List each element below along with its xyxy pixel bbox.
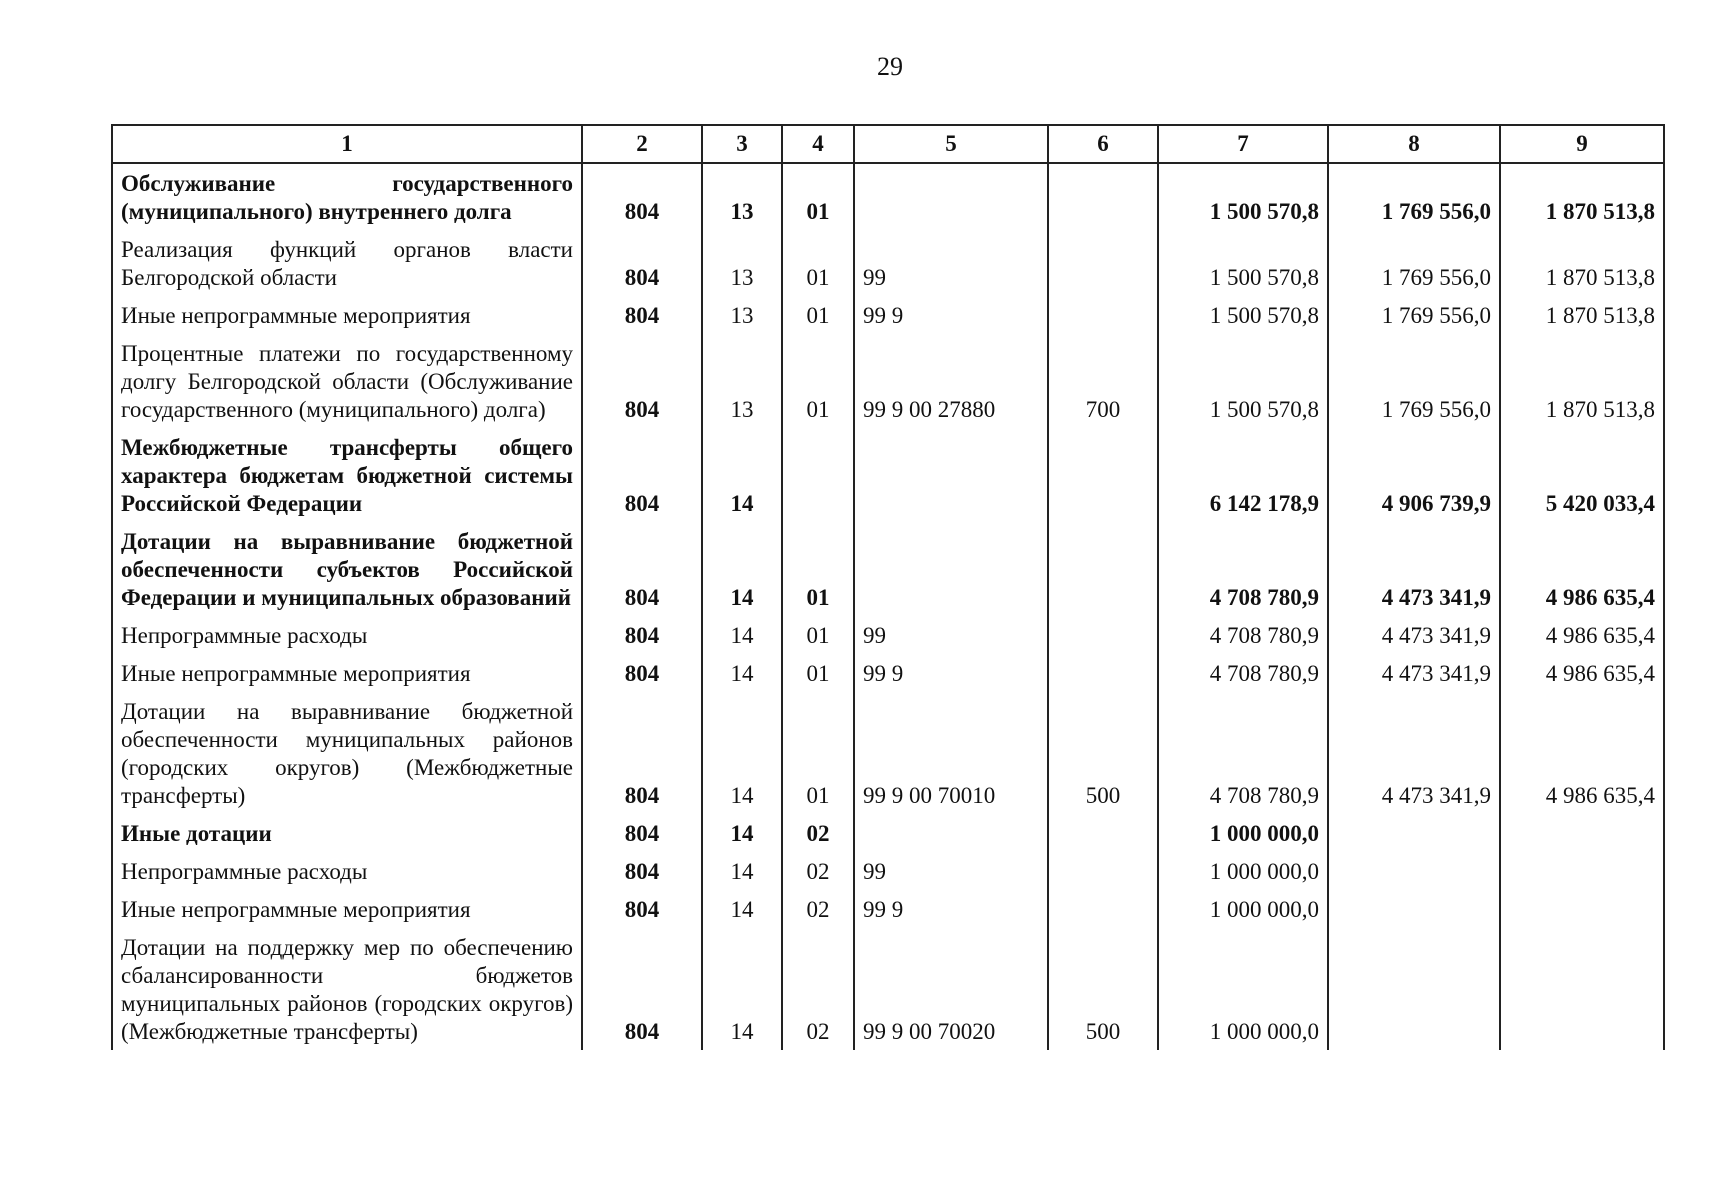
row-code-ministry: 804 [582, 296, 702, 334]
header-row [112, 125, 1664, 163]
row-code-section: 14 [702, 522, 782, 616]
row-amount-col9: 4 986 635,4 [1500, 692, 1664, 814]
row-description: Иные непрограммные мероприятия [112, 296, 582, 334]
row-code-ministry: 804 [582, 852, 702, 890]
row-code-expense-type [1048, 428, 1158, 522]
row-description: Иные непрограммные мероприятия [112, 890, 582, 928]
row-amount-col9: 1 870 513,8 [1500, 163, 1664, 230]
row-code-ministry: 804 [582, 428, 702, 522]
row-code-target: 99 9 00 70020 [854, 928, 1048, 1050]
row-code-ministry: 804 [582, 163, 702, 230]
row-code-subsection: 01 [782, 522, 854, 616]
row-code-ministry: 804 [582, 230, 702, 296]
row-code-ministry: 804 [582, 814, 702, 852]
row-code-subsection: 01 [782, 163, 854, 230]
row-amount-col7: 4 708 780,9 [1158, 522, 1328, 616]
table-row [112, 334, 1664, 428]
row-code-subsection [782, 428, 854, 522]
row-code-ministry: 804 [582, 692, 702, 814]
row-code-ministry: 804 [582, 616, 702, 654]
row-code-ministry: 804 [582, 522, 702, 616]
row-code-target: 99 9 [854, 296, 1048, 334]
row-code-subsection: 01 [782, 692, 854, 814]
row-amount-col7: 1 000 000,0 [1158, 852, 1328, 890]
row-amount-col9: 1 870 513,8 [1500, 334, 1664, 428]
row-code-section: 13 [702, 334, 782, 428]
row-amount-col8: 1 769 556,0 [1328, 334, 1500, 428]
row-code-subsection: 02 [782, 928, 854, 1050]
row-code-subsection: 02 [782, 814, 854, 852]
row-code-subsection: 01 [782, 334, 854, 428]
row-amount-col8: 4 473 341,9 [1328, 654, 1500, 692]
row-code-section: 14 [702, 890, 782, 928]
row-code-section: 14 [702, 616, 782, 654]
row-amount-col9: 1 870 513,8 [1500, 296, 1664, 334]
budget-table [111, 124, 1665, 1050]
row-amount-col7: 1 000 000,0 [1158, 890, 1328, 928]
row-amount-col8 [1328, 890, 1500, 928]
table-row [112, 616, 1664, 654]
page-number: 29 [877, 52, 903, 81]
row-amount-col9: 4 986 635,4 [1500, 522, 1664, 616]
table-row [112, 814, 1664, 852]
table-row [112, 654, 1664, 692]
row-code-expense-type [1048, 163, 1158, 230]
table-row [112, 890, 1664, 928]
row-description: Дотации на поддержку мер по обеспечению сбалансированности бюджетов муниципальных районов (городских округов) (Межбюджетные трансферты) [112, 928, 582, 1050]
row-amount-col9: 1 870 513,8 [1500, 230, 1664, 296]
row-code-section: 14 [702, 852, 782, 890]
table-row [112, 296, 1664, 334]
table-row [112, 522, 1664, 616]
row-code-expense-type [1048, 654, 1158, 692]
row-code-section: 13 [702, 296, 782, 334]
row-amount-col9 [1500, 890, 1664, 928]
row-code-expense-type [1048, 296, 1158, 334]
row-code-expense-type [1048, 616, 1158, 654]
row-code-ministry: 804 [582, 890, 702, 928]
row-code-section: 14 [702, 928, 782, 1050]
row-amount-col7: 4 708 780,9 [1158, 692, 1328, 814]
row-code-target: 99 [854, 852, 1048, 890]
row-code-subsection: 01 [782, 296, 854, 334]
table-row [112, 428, 1664, 522]
row-amount-col9: 4 986 635,4 [1500, 616, 1664, 654]
row-code-section: 14 [702, 654, 782, 692]
row-code-ministry: 804 [582, 654, 702, 692]
row-amount-col9: 5 420 033,4 [1500, 428, 1664, 522]
row-code-section: 14 [702, 814, 782, 852]
row-code-target: 99 9 00 27880 [854, 334, 1048, 428]
row-description: Дотации на выравнивание бюджетной обеспеченности субъектов Российской Федерации и муниципальных образований [112, 522, 582, 616]
row-amount-col7: 6 142 178,9 [1158, 428, 1328, 522]
row-code-expense-type [1048, 890, 1158, 928]
row-code-subsection: 01 [782, 230, 854, 296]
row-code-expense-type [1048, 852, 1158, 890]
row-amount-col9: 4 986 635,4 [1500, 654, 1664, 692]
row-amount-col7: 4 708 780,9 [1158, 654, 1328, 692]
row-code-target: 99 [854, 616, 1048, 654]
row-amount-col7: 1 000 000,0 [1158, 928, 1328, 1050]
row-code-expense-type [1048, 814, 1158, 852]
row-code-subsection: 02 [782, 890, 854, 928]
row-code-target [854, 163, 1048, 230]
row-code-expense-type [1048, 522, 1158, 616]
row-amount-col9 [1500, 814, 1664, 852]
column-header: 1 [112, 125, 582, 163]
row-amount-col8: 1 769 556,0 [1328, 163, 1500, 230]
row-code-target [854, 522, 1048, 616]
row-code-target [854, 814, 1048, 852]
row-code-ministry: 804 [582, 334, 702, 428]
row-description: Иные дотации [112, 814, 582, 852]
budget-table-container [111, 124, 1663, 1050]
column-header: 9 [1500, 125, 1664, 163]
row-code-expense-type: 500 [1048, 928, 1158, 1050]
row-code-subsection: 02 [782, 852, 854, 890]
row-amount-col8: 1 769 556,0 [1328, 230, 1500, 296]
column-header: 3 [702, 125, 782, 163]
row-amount-col8: 4 906 739,9 [1328, 428, 1500, 522]
row-code-expense-type [1048, 230, 1158, 296]
row-amount-col7: 4 708 780,9 [1158, 616, 1328, 654]
column-header: 6 [1048, 125, 1158, 163]
row-amount-col8 [1328, 928, 1500, 1050]
row-amount-col9 [1500, 928, 1664, 1050]
row-description: Процентные платежи по государственному долгу Белгородской области (Обслуживание государственного (муниципального) долга) [112, 334, 582, 428]
table-row [112, 692, 1664, 814]
row-amount-col7: 1 500 570,8 [1158, 334, 1328, 428]
row-amount-col8: 1 769 556,0 [1328, 296, 1500, 334]
table-row [112, 230, 1664, 296]
row-amount-col7: 1 500 570,8 [1158, 296, 1328, 334]
table-body [112, 163, 1664, 1050]
row-code-target [854, 428, 1048, 522]
column-header: 4 [782, 125, 854, 163]
row-amount-col8: 4 473 341,9 [1328, 692, 1500, 814]
row-description: Обслуживание государственного (муниципального) внутреннего долга [112, 163, 582, 230]
row-code-ministry: 804 [582, 928, 702, 1050]
row-code-target: 99 9 [854, 890, 1048, 928]
row-code-expense-type: 500 [1048, 692, 1158, 814]
table-row [112, 928, 1664, 1050]
column-header: 7 [1158, 125, 1328, 163]
row-description: Реализация функций органов власти Белгородской области [112, 230, 582, 296]
row-description: Непрограммные расходы [112, 616, 582, 654]
row-code-target: 99 9 00 70010 [854, 692, 1048, 814]
row-amount-col8 [1328, 852, 1500, 890]
row-code-section: 13 [702, 230, 782, 296]
column-header: 5 [854, 125, 1048, 163]
column-header: 2 [582, 125, 702, 163]
row-code-expense-type: 700 [1048, 334, 1158, 428]
table-row [112, 852, 1664, 890]
column-header: 8 [1328, 125, 1500, 163]
row-code-target: 99 [854, 230, 1048, 296]
row-code-subsection: 01 [782, 616, 854, 654]
row-code-section: 14 [702, 692, 782, 814]
row-amount-col7: 1 500 570,8 [1158, 230, 1328, 296]
row-code-target: 99 9 [854, 654, 1048, 692]
row-description: Иные непрограммные мероприятия [112, 654, 582, 692]
row-description: Непрограммные расходы [112, 852, 582, 890]
row-code-subsection: 01 [782, 654, 854, 692]
row-description: Межбюджетные трансферты общего характера бюджетам бюджетной системы Российской Федерации [112, 428, 582, 522]
row-description: Дотации на выравнивание бюджетной обеспеченности муниципальных районов (городских округов) (Межбюджетные трансферты) [112, 692, 582, 814]
row-amount-col7: 1 000 000,0 [1158, 814, 1328, 852]
row-amount-col9 [1500, 852, 1664, 890]
row-amount-col8 [1328, 814, 1500, 852]
row-amount-col8: 4 473 341,9 [1328, 522, 1500, 616]
row-code-section: 13 [702, 163, 782, 230]
row-amount-col8: 4 473 341,9 [1328, 616, 1500, 654]
row-amount-col7: 1 500 570,8 [1158, 163, 1328, 230]
row-code-section: 14 [702, 428, 782, 522]
table-row [112, 163, 1664, 230]
